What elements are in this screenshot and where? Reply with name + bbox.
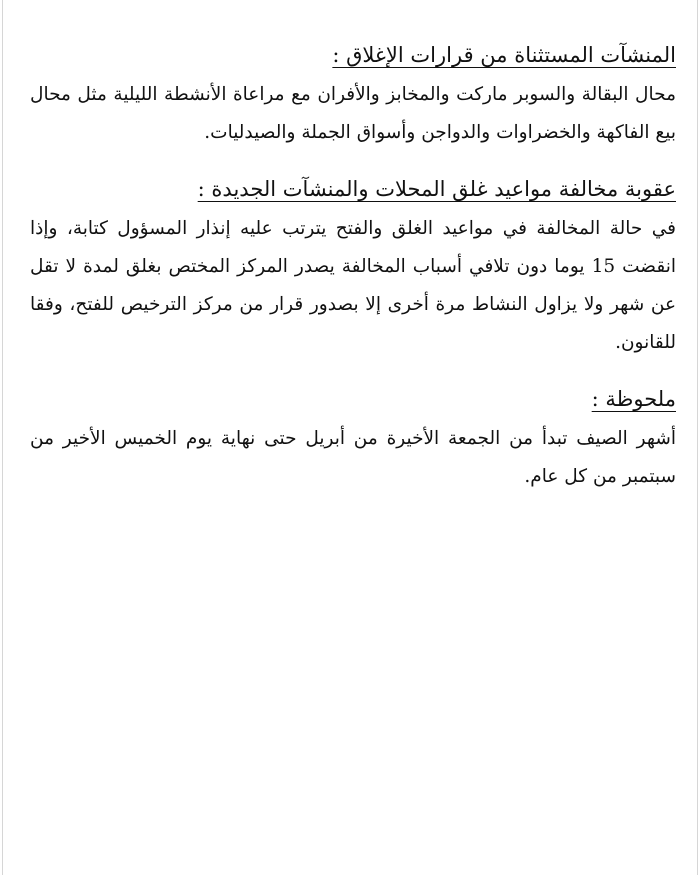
section-note <box>30 384 676 496</box>
section-paragraph: محال البقالة والسوبر ماركت والمخابز والأفران مع مراعاة الأنشطة الليلية مثل محال بيع الفاكهة والخضراوات والدواجن وأسواق الجملة والصيدليات. <box>30 84 676 143</box>
section-exempt-establishments <box>30 40 676 152</box>
section-heading: ملحوظة : <box>591 387 676 411</box>
section-heading: عقوبة مخالفة مواعيد غلق المحلات والمنشآت الجديدة : <box>197 177 676 201</box>
page-border-left <box>2 0 3 875</box>
section-paragraph: في حالة المخالفة في مواعيد الغلق والفتح يترتب عليه إنذار المسؤول كتابة، وإذا انقضت 15 يوما دون تلافي أسباب المخالفة يصدر المركز المختص بغلق لمدة لا تقل عن شهر ولا يزاول النشاط مرة أخرى إلا بصدور قرار من مركز الترخيص للفتح، وفقا للقانون. <box>30 218 676 353</box>
section-heading: المنشآت المستثناة من قرارات الإغلاق : <box>332 43 676 67</box>
page-border-right <box>697 0 698 875</box>
document-body <box>30 40 676 518</box>
section-paragraph: أشهر الصيف تبدأ من الجمعة الأخيرة من أبريل حتى نهاية يوم الخميس الأخير من سبتمبر من كل عام. <box>30 428 676 487</box>
section-violation-penalty <box>30 174 676 362</box>
